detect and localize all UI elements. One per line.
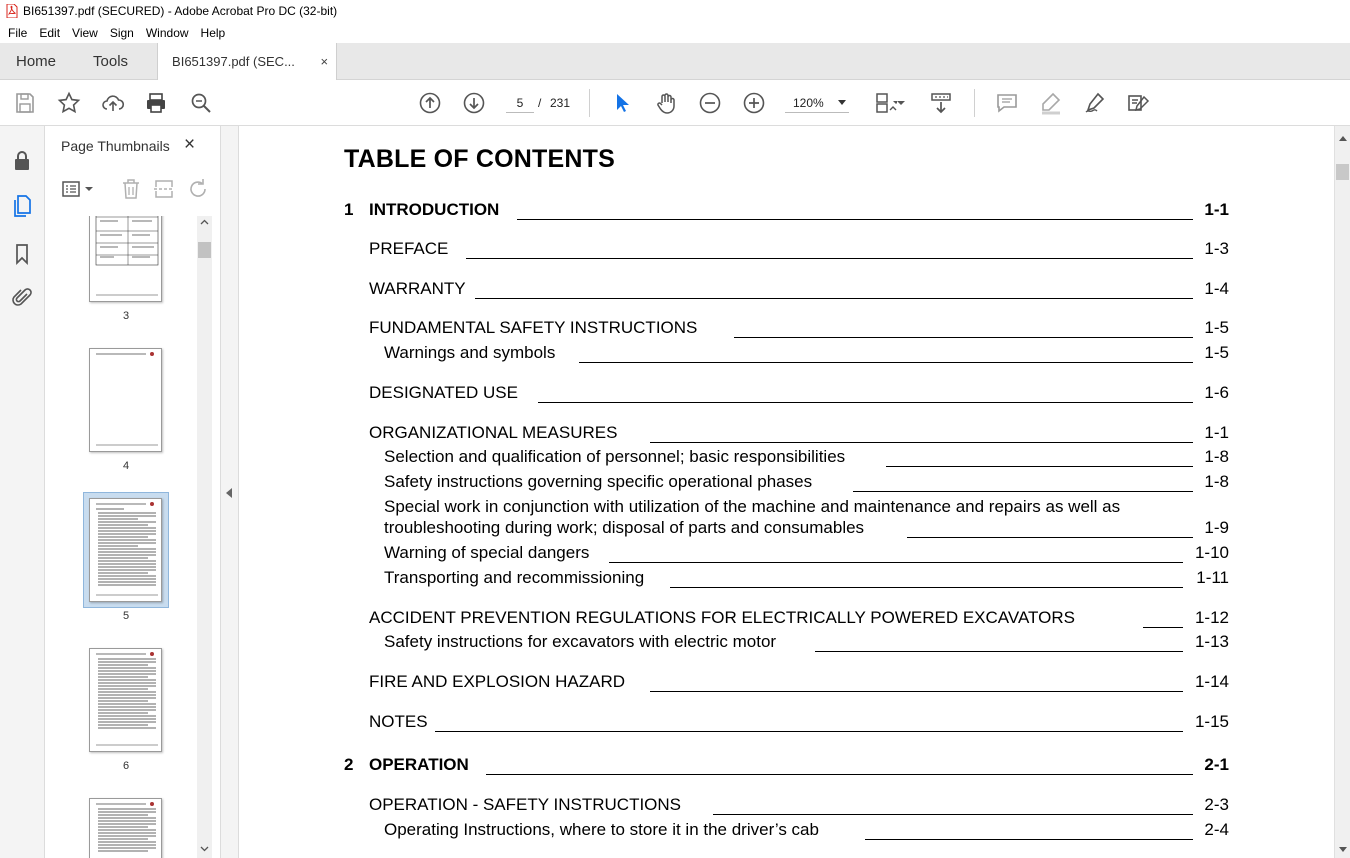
left-navigation-rail xyxy=(0,126,45,858)
menu-bar xyxy=(0,22,1350,43)
zoom-in-icon[interactable] xyxy=(742,91,766,115)
main-toolbar xyxy=(0,80,1350,126)
toc-leader-line xyxy=(538,402,1193,403)
save-icon[interactable] xyxy=(13,91,37,115)
toc-leader-line xyxy=(579,362,1193,363)
toc-page-number[interactable]: 1-11 xyxy=(1196,568,1229,587)
thumbnail-image xyxy=(89,648,162,752)
thumbnail-page-number: 6 xyxy=(122,760,130,772)
toc-page-number[interactable]: 1-13 xyxy=(1194,632,1229,651)
sign-pen-icon[interactable] xyxy=(1083,91,1107,115)
toc-entry-title[interactable]: FUNDAMENTAL SAFETY INSTRUCTIONS xyxy=(369,318,698,337)
window-title: BI651397.pdf (SECURED) - Adobe Acrobat Pro DC (32-bit) xyxy=(23,4,338,18)
menu-window[interactable]: Window xyxy=(145,25,189,40)
attachments-paperclip-icon[interactable] xyxy=(10,286,34,310)
delete-page-icon[interactable] xyxy=(119,177,143,201)
toc-entry-title[interactable]: INTRODUCTION xyxy=(369,200,500,219)
thumbnail-image xyxy=(89,498,162,602)
tab-document[interactable] xyxy=(157,43,337,80)
toc-page-number[interactable]: 1-6 xyxy=(1204,383,1229,402)
panel-collapse-handle[interactable] xyxy=(221,126,239,858)
toolbar-divider xyxy=(974,89,975,117)
total-pages: 231 xyxy=(550,96,571,110)
toc-leader-line xyxy=(435,731,1183,732)
toc-entry-title[interactable]: ORGANIZATIONAL MEASURES xyxy=(369,423,618,442)
toc-leader-line xyxy=(670,587,1183,588)
toc-entry-title[interactable]: WARRANTY xyxy=(369,279,466,298)
toc-entry-title[interactable]: Warnings and symbols xyxy=(384,343,556,362)
zoom-level-dropdown[interactable] xyxy=(785,93,849,113)
toc-entry-title[interactable]: Transporting and recommissioning xyxy=(384,568,645,587)
bookmarks-icon[interactable] xyxy=(10,242,34,266)
toc-entry-title[interactable]: Special work in conjunction with utilization of the machine and maintenance and repairs as well as xyxy=(384,497,1121,516)
bookmark-star-icon[interactable] xyxy=(57,91,81,115)
page-thumbnails-icon[interactable] xyxy=(10,194,34,218)
menu-edit[interactable]: Edit xyxy=(39,25,61,40)
current-page-input[interactable]: 5 xyxy=(506,93,534,113)
toc-entry-title[interactable]: OPERATION - SAFETY INSTRUCTIONS xyxy=(369,795,682,814)
thumbnail-scrollbar[interactable] xyxy=(197,216,212,858)
toc-leader-line xyxy=(865,839,1193,840)
thumbnail-toolbar xyxy=(45,174,221,204)
thumbnail-page-number: 3 xyxy=(122,310,130,322)
upload-cloud-icon[interactable] xyxy=(101,91,125,115)
scrollbar-thumb[interactable] xyxy=(1336,164,1349,180)
toc-entry-title[interactable]: OPERATION xyxy=(369,755,469,774)
close-tab-icon[interactable]: × xyxy=(320,54,329,69)
toc-entry-title[interactable]: Operating Instructions, where to store it in the driver’s cab xyxy=(384,820,819,839)
toc-entry-title[interactable]: Safety instructions governing specific operational phases xyxy=(384,472,813,491)
toc-page-number[interactable]: 2-3 xyxy=(1204,795,1229,814)
toc-page-number[interactable]: 1-1 xyxy=(1204,200,1229,219)
tab-home[interactable]: Home xyxy=(16,52,57,70)
rotate-page-icon[interactable] xyxy=(186,177,210,201)
scroll-up-icon[interactable] xyxy=(1339,136,1347,141)
toc-entry-title[interactable]: NOTES xyxy=(369,712,428,731)
chevron-down-icon[interactable] xyxy=(896,91,906,115)
toc-leader-line xyxy=(466,258,1193,259)
thumbnail-image xyxy=(89,798,162,858)
menu-help[interactable]: Help xyxy=(200,25,226,40)
zoom-search-icon[interactable] xyxy=(189,91,213,115)
toc-leader-line xyxy=(517,219,1193,220)
thumbnail-options-icon[interactable] xyxy=(61,177,95,201)
scroll-mode-icon[interactable] xyxy=(929,91,953,115)
document-heading: TABLE OF CONTENTS xyxy=(344,145,615,173)
toc-leader-line xyxy=(713,814,1193,815)
toc-page-number[interactable]: 1-15 xyxy=(1194,712,1229,731)
title-bar xyxy=(0,0,1350,22)
next-page-icon[interactable] xyxy=(462,91,486,115)
tab-bar xyxy=(0,43,1350,80)
pdf-app-icon xyxy=(6,4,18,18)
toc-page-number[interactable]: 2-4 xyxy=(1204,820,1229,839)
toc-entry-title[interactable]: Selection and qualification of personnel; basic responsibilities xyxy=(384,447,846,466)
zoom-out-icon[interactable] xyxy=(698,91,722,115)
print-icon[interactable] xyxy=(144,91,168,115)
toc-chapter-number: 2 xyxy=(344,755,354,774)
toc-page-number[interactable]: 1-10 xyxy=(1194,543,1229,562)
thumbnail-image xyxy=(89,348,162,452)
toc-page-number[interactable]: 1-1 xyxy=(1204,423,1229,442)
toc-leader-line xyxy=(650,442,1193,443)
toc-leader-line xyxy=(815,651,1183,652)
hand-tool-icon[interactable] xyxy=(654,91,678,115)
document-page-view xyxy=(239,126,1334,858)
zoom-level-value: 120% xyxy=(793,96,824,110)
toc-page-number[interactable]: 1-8 xyxy=(1204,472,1229,491)
toc-page-number[interactable]: 1-14 xyxy=(1194,672,1229,691)
thumbnail-list xyxy=(45,216,195,858)
highlight-pen-icon[interactable] xyxy=(1039,91,1063,115)
toc-leader-line xyxy=(475,298,1193,299)
thumbnail-page-number: 5 xyxy=(122,610,130,622)
toc-entry-title[interactable]: FIRE AND EXPLOSION HAZARD xyxy=(369,672,625,691)
toc-leader-line xyxy=(907,537,1193,538)
toc-page-number[interactable]: 2-1 xyxy=(1204,755,1229,774)
toc-entry-title[interactable]: Safety instructions for excavators with electric motor xyxy=(384,632,777,651)
toc-entry-title[interactable]: Warning of special dangers xyxy=(384,543,590,562)
thumbnail-image xyxy=(89,216,162,302)
close-panel-icon[interactable]: × xyxy=(184,134,196,155)
toc-leader-line xyxy=(853,491,1193,492)
lock-icon[interactable] xyxy=(10,148,34,172)
toc-leader-line xyxy=(486,774,1193,775)
toc-page-number[interactable]: 1-9 xyxy=(1204,518,1229,537)
scrollbar-thumb[interactable] xyxy=(198,242,211,258)
page-display-icon[interactable] xyxy=(873,91,897,115)
tab-tools[interactable]: Tools xyxy=(93,52,129,70)
toc-page-number[interactable]: 1-5 xyxy=(1204,343,1229,362)
thumbnail-page-number: 4 xyxy=(122,460,130,472)
menu-view[interactable]: View xyxy=(72,25,98,40)
toolbar-divider xyxy=(589,89,590,117)
page-thumbnails-panel xyxy=(45,126,221,858)
toc-leader-line xyxy=(650,691,1183,692)
toc-page-number[interactable]: 1-8 xyxy=(1204,447,1229,466)
document-tab-label: BI651397.pdf (SEC... xyxy=(172,54,295,69)
toc-entry-title[interactable]: DESIGNATED USE xyxy=(369,383,518,402)
extract-pages-icon[interactable] xyxy=(152,177,176,201)
panel-title: Page Thumbnails xyxy=(61,138,170,154)
toc-leader-line xyxy=(1143,627,1183,628)
redact-tool-icon[interactable] xyxy=(1126,91,1150,115)
comment-icon[interactable] xyxy=(995,91,1019,115)
scroll-down-icon[interactable] xyxy=(200,844,209,856)
toc-leader-line xyxy=(609,562,1183,563)
page-separator: / xyxy=(538,96,542,110)
previous-page-icon[interactable] xyxy=(418,91,442,115)
toc-leader-line xyxy=(734,337,1193,338)
menu-sign[interactable]: Sign xyxy=(109,25,134,40)
select-cursor-icon[interactable] xyxy=(610,91,634,115)
document-scrollbar[interactable] xyxy=(1334,126,1350,858)
toc-chapter-number: 1 xyxy=(344,200,354,219)
chevron-down-icon xyxy=(838,100,846,105)
menu-file[interactable]: File xyxy=(8,25,28,40)
toc-page-number[interactable]: 1-4 xyxy=(1204,279,1229,298)
toc-entry-title[interactable]: PREFACE xyxy=(369,239,449,258)
toc-leader-line xyxy=(886,466,1193,467)
toc-page-number[interactable]: 1-3 xyxy=(1204,239,1229,258)
toc-page-number[interactable]: 1-5 xyxy=(1204,318,1229,337)
scroll-down-icon[interactable] xyxy=(1339,847,1347,852)
toc-page-number[interactable]: 1-12 xyxy=(1194,608,1229,627)
toc-entry-title[interactable]: ACCIDENT PREVENTION REGULATIONS FOR ELECTRICALLY POWERED EXCAVATORS xyxy=(369,608,1075,627)
collapse-arrow-icon xyxy=(226,488,232,498)
toc-entry-title[interactable]: troubleshooting during work; disposal of parts and consumables xyxy=(384,518,865,537)
scroll-up-icon[interactable] xyxy=(200,218,209,230)
